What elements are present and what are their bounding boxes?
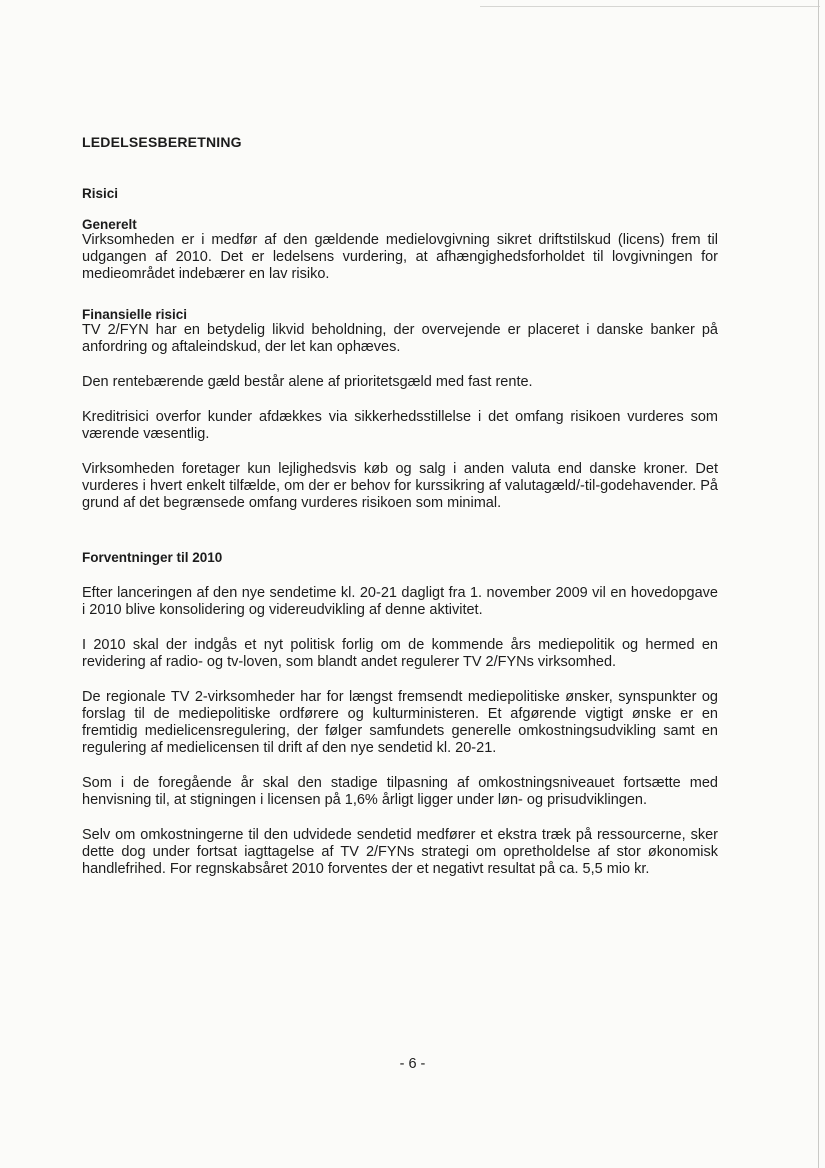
finansielle-risici-heading: Finansielle risici	[82, 307, 188, 322]
forventninger-paragraph-5: Selv om omkostningerne til den udvidede sendetid medfører et ekstra træk på ressourcerne, sker dette dog under fortsat iagttagelse af TV 2/FYNs strategi om opretholdelse af stor økonomisk handlefrihed. For regnskabsåret 2010 forventes der et negativt resultat på ca. 5,5 mio kr.	[82, 827, 718, 877]
page-title: LEDELSESBERETNING	[82, 134, 242, 150]
page-number: - 6 -	[399, 1056, 426, 1072]
forventninger-paragraph-1: Efter lanceringen af den nye sendetime kl. 20-21 dagligt fra 1. november 2009 vil en hovedopgave i 2010 blive konsolidering og videreudvikling af denne aktivitet.	[82, 585, 718, 618]
finansielle-paragraph-1: TV 2/FYN har en betydelig likvid beholdning, der overvejende er placeret i danske banker på anfordring og aftaleindskud, der let kan ophæves.	[82, 322, 718, 355]
finansielle-paragraph-2: Den rentebærende gæld består alene af prioritetsgæld med fast rente.	[82, 374, 533, 390]
generelt-text: Virksomheden er i medfør af den gældende medielovgivning sikret driftstilskud (licens) frem til udgangen af 2010. Det er ledelsens vurdering, at afhængighedsforholdet til lovgivningen for medieområdet indebærer en lav risiko.	[82, 232, 718, 282]
forventninger-paragraph-4: Som i de foregående år skal den stadige tilpasning af omkostningsniveauet fortsætte med henvisning til, at stigningen i licensen på 1,6% årligt ligger under løn- og prisudviklingen.	[82, 775, 718, 808]
scan-edge-right	[818, 0, 819, 1168]
forventninger-paragraph-2: I 2010 skal der indgås et nyt politisk forlig om de kommende års mediepolitik og hermed en revidering af radio- og tv-loven, som blandt andet regulerer TV 2/FYNs virksomhed.	[82, 637, 718, 670]
forventninger-heading: Forventninger til 2010	[82, 550, 223, 565]
forventninger-paragraph-3: De regionale TV 2-virksomheder har for længst fremsendt mediepolitiske ønsker, synspunkter og forslag til de mediepolitiske ordførere og kulturministeren. Et afgørende vigtigt ønske er en fremtidig medielicensregulering, der følger samfundets generelle omkostningsudvikling samt en regulering af medielicensen til drift af den nye sendetid kl. 20-21.	[82, 689, 718, 756]
finansielle-paragraph-3: Kreditrisici overfor kunder afdækkes via sikkerhedsstillelse i det omfang risikoen vurderes som værende væsentlig.	[82, 409, 718, 442]
generelt-heading: Generelt	[82, 217, 137, 232]
risici-heading: Risici	[82, 186, 119, 201]
scan-edge-top	[480, 6, 820, 7]
report-content	[82, 134, 718, 878]
finansielle-paragraph-4: Virksomheden foretager kun lejlighedsvis køb og salg i anden valuta end danske kroner. Det vurderes i hvert enkelt tilfælde, om der er behov for kurssikring af valutagæld/-til-godehavender. På grund af det begrænsede omfang vurderes risikoen som minimal.	[82, 461, 718, 511]
